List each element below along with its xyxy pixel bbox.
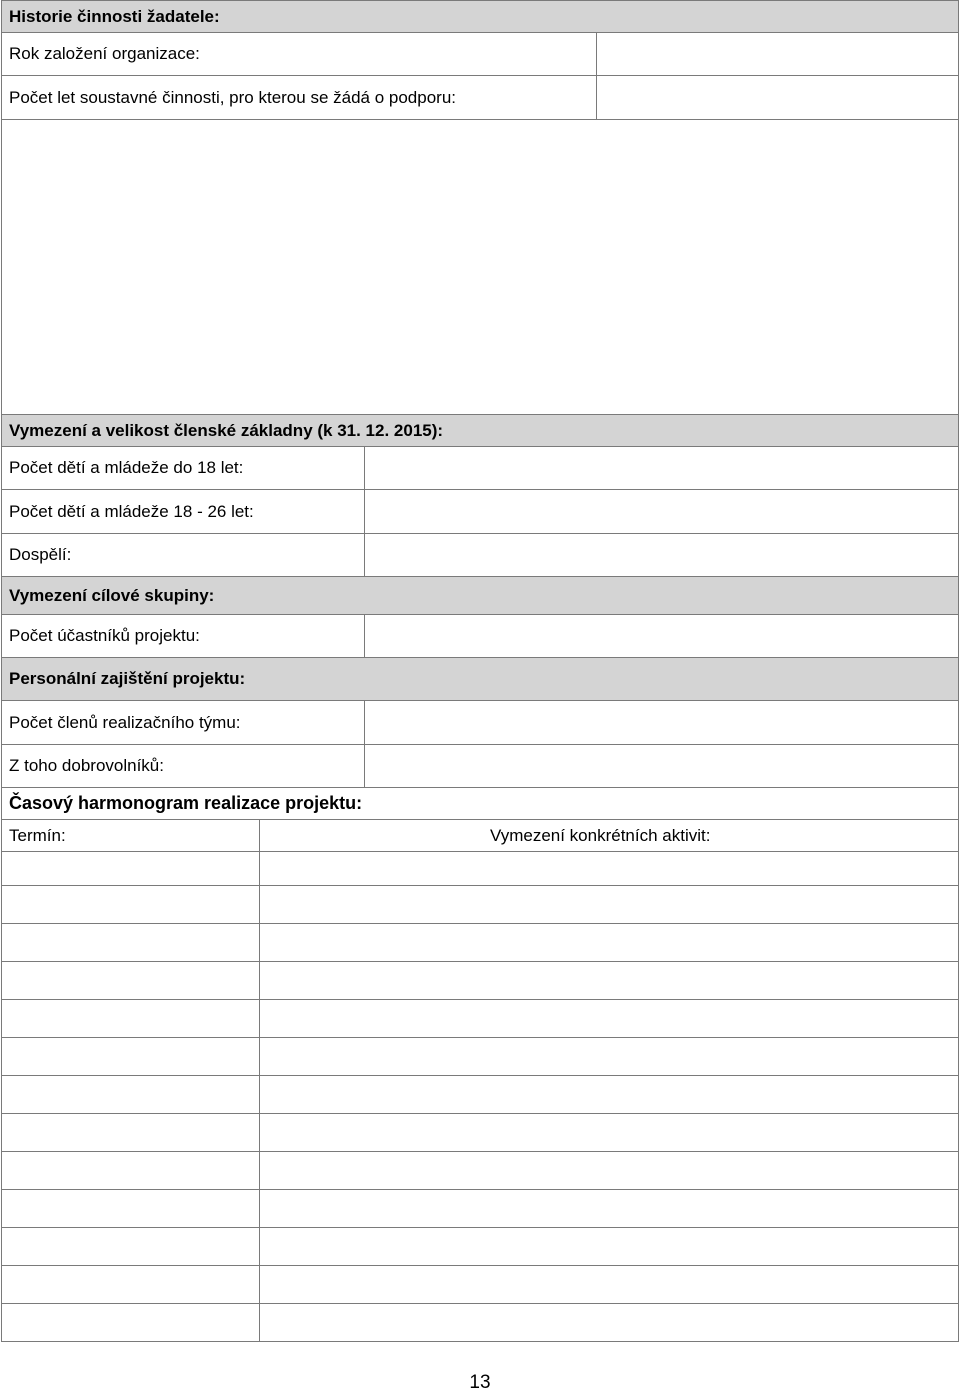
adults-label: Dospělí: <box>9 545 72 564</box>
schedule-columns <box>1 820 959 852</box>
schedule-term-cell[interactable] <box>2 1266 259 1303</box>
target-group-header <box>1 577 959 615</box>
youth-18-26-row <box>1 490 959 534</box>
schedule-activity-cell[interactable] <box>259 886 958 923</box>
founding-year-field[interactable] <box>596 33 958 75</box>
years-activity-field[interactable] <box>596 76 958 119</box>
schedule-row <box>1 1114 959 1152</box>
page-number: 13 <box>469 1372 491 1393</box>
founding-year-label: Rok založení organizace: <box>9 44 200 63</box>
youth-18-26-field[interactable] <box>364 490 958 533</box>
founding-year-row <box>1 33 959 76</box>
participants-label: Počet účastníků projektu: <box>9 626 200 645</box>
activities-column-header: Vymezení konkrétních aktivit: <box>259 820 958 851</box>
schedule-row <box>1 1076 959 1114</box>
schedule-activity-cell[interactable] <box>259 1076 958 1113</box>
schedule-activity-cell[interactable] <box>259 1152 958 1189</box>
schedule-header <box>1 788 959 820</box>
target-group-title: Vymezení cílové skupiny: <box>9 585 215 605</box>
schedule-row <box>1 1228 959 1266</box>
schedule-row <box>1 1038 959 1076</box>
schedule-term-cell[interactable] <box>2 924 259 961</box>
schedule-activity-cell[interactable] <box>259 962 958 999</box>
children-under18-field[interactable] <box>364 447 958 489</box>
history-text-area[interactable] <box>1 120 959 415</box>
staffing-header <box>1 658 959 701</box>
schedule-table-body <box>1 852 959 1342</box>
schedule-row <box>1 1304 959 1342</box>
children-under18-row <box>1 447 959 490</box>
schedule-row <box>1 1190 959 1228</box>
schedule-term-cell[interactable] <box>2 1190 259 1227</box>
schedule-activity-cell[interactable] <box>259 1114 958 1151</box>
adults-field[interactable] <box>364 534 958 576</box>
schedule-term-cell[interactable] <box>2 962 259 999</box>
schedule-activity-cell[interactable] <box>259 1304 958 1341</box>
children-under18-label: Počet dětí a mládeže do 18 let: <box>9 458 244 477</box>
schedule-activity-cell[interactable] <box>259 1266 958 1303</box>
history-title: Historie činnosti žadatele: <box>9 6 220 26</box>
schedule-row <box>1 962 959 1000</box>
years-activity-row <box>1 76 959 120</box>
schedule-term-cell[interactable] <box>2 1228 259 1265</box>
participants-field[interactable] <box>364 615 958 657</box>
schedule-row <box>1 1152 959 1190</box>
youth-18-26-label: Počet dětí a mládeže 18 - 26 let: <box>9 501 254 521</box>
term-column-header: Termín: <box>9 825 66 845</box>
schedule-term-cell[interactable] <box>2 1038 259 1075</box>
schedule-activity-cell[interactable] <box>259 1038 958 1075</box>
schedule-activity-cell[interactable] <box>259 1228 958 1265</box>
team-members-field[interactable] <box>364 701 958 744</box>
team-members-row <box>1 701 959 745</box>
schedule-term-cell[interactable] <box>2 1152 259 1189</box>
schedule-term-cell[interactable] <box>2 1304 259 1341</box>
schedule-term-cell[interactable] <box>2 1076 259 1113</box>
schedule-activity-cell[interactable] <box>259 924 958 961</box>
participants-row <box>1 615 959 658</box>
adults-row <box>1 534 959 577</box>
schedule-term-cell[interactable] <box>2 1114 259 1151</box>
years-activity-label: Počet let soustavné činnosti, pro kterou se žádá o podporu: <box>9 87 456 107</box>
volunteers-field[interactable] <box>364 745 958 787</box>
schedule-row <box>1 1000 959 1038</box>
team-members-label: Počet členů realizačního týmu: <box>9 712 241 732</box>
schedule-term-cell[interactable] <box>2 886 259 923</box>
staffing-title: Personální zajištění projektu: <box>9 669 246 688</box>
schedule-row <box>1 852 959 886</box>
volunteers-row <box>1 745 959 788</box>
schedule-activity-cell[interactable] <box>259 852 958 885</box>
volunteers-label: Z toho dobrovolníků: <box>9 756 164 775</box>
membership-title: Vymezení a velikost členské základny (k 31. 12. 2015): <box>9 420 444 440</box>
membership-header <box>1 415 959 447</box>
schedule-term-cell[interactable] <box>2 852 259 885</box>
schedule-row <box>1 1266 959 1304</box>
schedule-row <box>1 886 959 924</box>
application-form <box>1 0 959 1342</box>
history-header <box>1 0 959 33</box>
schedule-row <box>1 924 959 962</box>
schedule-term-cell[interactable] <box>2 1000 259 1037</box>
schedule-title: Časový harmonogram realizace projektu: <box>9 793 363 813</box>
schedule-activity-cell[interactable] <box>259 1000 958 1037</box>
schedule-activity-cell[interactable] <box>259 1190 958 1227</box>
